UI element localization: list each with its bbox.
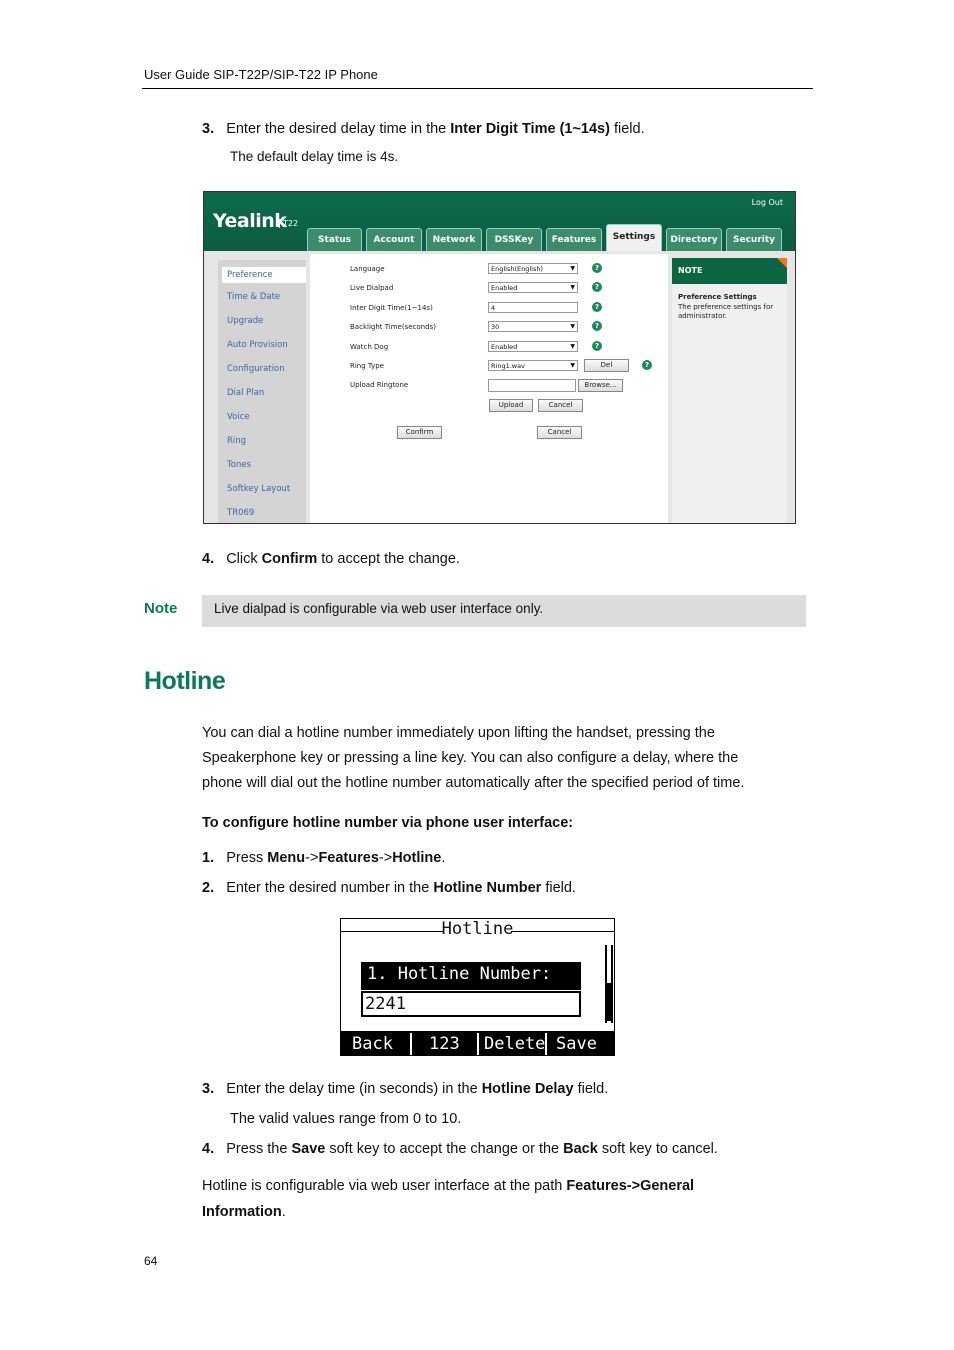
- note-panel-text: The preference settings for administrator.: [678, 303, 774, 320]
- lcd-hotline-number-field[interactable]: 2241: [361, 991, 581, 1017]
- help-icon[interactable]: ?: [592, 282, 602, 292]
- cancel-button[interactable]: Cancel: [537, 426, 582, 439]
- softkey-delete[interactable]: Delete: [484, 1034, 546, 1054]
- step-4-confirm: 4. Click Confirm to accept the change.: [202, 551, 460, 567]
- softkey-save[interactable]: Save: [556, 1034, 597, 1054]
- sidebar-item-voice[interactable]: Voice: [227, 412, 250, 422]
- chevron-down-icon: ▼: [570, 265, 575, 272]
- backlight-select[interactable]: 30 ▼: [488, 321, 578, 332]
- tab-status[interactable]: Status: [307, 228, 362, 251]
- language-label: Language: [350, 265, 385, 273]
- step-2-number: 2. Enter the desired number in the Hotline Number field.: [202, 880, 576, 896]
- note-panel-head: NOTE: [672, 258, 787, 284]
- lcd-title: Hotline: [441, 919, 514, 939]
- help-icon[interactable]: ?: [592, 302, 602, 312]
- tab-account[interactable]: Account: [366, 228, 422, 251]
- tab-security[interactable]: Security: [726, 228, 782, 251]
- sidebar-item-upgrade[interactable]: Upgrade: [227, 316, 264, 326]
- phone-lcd-screenshot: [340, 918, 615, 1056]
- sidebar-item-softkey-layout[interactable]: Softkey Layout: [227, 484, 291, 494]
- tab-settings[interactable]: Settings: [606, 224, 662, 251]
- lcd-scroll-thumb: [607, 983, 611, 1021]
- page-number: 64: [144, 1254, 158, 1268]
- softkey-separator: [410, 1033, 412, 1055]
- web-ui-screenshot: [203, 191, 796, 524]
- sidebar-item-tr069[interactable]: TR069: [227, 508, 255, 518]
- ring-type-select[interactable]: Ring1.wav ▼: [488, 360, 578, 371]
- tab-directory[interactable]: Directory: [666, 228, 722, 251]
- sidebar-item-time-date[interactable]: Time & Date: [227, 292, 281, 302]
- model-label: T22: [279, 219, 298, 228]
- intro-line-3: phone will dial out the hotline number automatically after the specified period of time.: [202, 775, 745, 791]
- note-box: Live dialpad is configurable via web user interface only.: [202, 595, 806, 627]
- header-rule: [142, 88, 813, 89]
- step-1-menu: 1. Press Menu->Features->Hotline.: [202, 850, 446, 866]
- inter-digit-label: Inter Digit Time(1~14s): [350, 304, 433, 312]
- corner-flag-icon: [777, 258, 787, 268]
- help-icon[interactable]: ?: [642, 360, 652, 370]
- sidebar-item-configuration[interactable]: Configuration: [227, 364, 285, 374]
- step-3-hotline-delay: 3. Enter the delay time (in seconds) in the Hotline Delay field.: [202, 1081, 609, 1097]
- sidebar-item-auto-provision[interactable]: Auto Provision: [227, 340, 288, 350]
- note-panel-title: Preference Settings: [678, 293, 757, 301]
- watch-dog-select[interactable]: Enabled ▼: [488, 341, 578, 352]
- note-panel: [672, 258, 787, 524]
- softkey-separator: [545, 1033, 547, 1055]
- logout-link[interactable]: Log Out: [751, 198, 783, 207]
- running-header: User Guide SIP-T22P/SIP-T22 IP Phone: [144, 67, 378, 82]
- procedure-title: To configure hotline number via phone user interface:: [202, 815, 574, 831]
- chevron-down-icon: ▼: [570, 323, 575, 330]
- web-path-line-1: Hotline is configurable via web user interface at the path Features->General: [202, 1178, 695, 1194]
- help-icon[interactable]: ?: [592, 321, 602, 331]
- tab-dsskey[interactable]: DSSKey: [486, 228, 542, 251]
- chevron-down-icon: ▼: [570, 284, 575, 291]
- chevron-down-icon: ▼: [570, 343, 575, 350]
- intro-line-1: You can dial a hotline number immediately upon lifting the handset, pressing the: [202, 725, 715, 741]
- web-path-line-2: Information.: [202, 1204, 286, 1220]
- intro-line-2: Speakerphone key or pressing a line key. You can also configure a delay, where the: [202, 750, 739, 766]
- del-button[interactable]: Del: [584, 359, 629, 372]
- inter-digit-input[interactable]: 4: [488, 302, 578, 313]
- step-4-save: 4. Press the Save soft key to accept the change or the Back soft key to cancel.: [202, 1141, 718, 1157]
- language-select[interactable]: English(English) ▼: [488, 263, 578, 274]
- section-title: Hotline: [144, 667, 226, 695]
- backlight-label: Backlight Time(seconds): [350, 323, 436, 331]
- preference-form: [310, 254, 668, 524]
- note-label: Note: [144, 600, 178, 617]
- confirm-button[interactable]: Confirm: [397, 426, 442, 439]
- help-icon[interactable]: ?: [592, 341, 602, 351]
- cancel-upload-button[interactable]: Cancel: [538, 399, 583, 412]
- softkey-separator: [477, 1033, 479, 1055]
- default-delay-note: The default delay time is 4s.: [230, 149, 399, 164]
- watch-dog-label: Watch Dog: [350, 343, 389, 351]
- sidebar-item-ring[interactable]: Ring: [227, 436, 247, 446]
- upload-button[interactable]: Upload: [489, 399, 533, 412]
- sidebar-item-dial-plan[interactable]: Dial Plan: [227, 388, 265, 398]
- valid-range-note: The valid values range from 0 to 10.: [230, 1111, 462, 1127]
- step-3-inter-digit: 3. Enter the desired delay time in the Inter Digit Time (1~14s) field.: [202, 121, 645, 137]
- softkey-back[interactable]: Back: [352, 1034, 393, 1054]
- ring-type-label: Ring Type: [350, 362, 384, 370]
- live-dialpad-label: Live Dialpad: [350, 284, 394, 292]
- chevron-down-icon: ▼: [570, 362, 575, 369]
- lcd-highlighted-item[interactable]: 1. Hotline Number:: [361, 962, 581, 990]
- ringtone-file-input[interactable]: [488, 379, 576, 392]
- browse-button[interactable]: Browse...: [578, 379, 623, 392]
- live-dialpad-select[interactable]: Enabled ▼: [488, 282, 578, 293]
- yealink-logo: Yealink: [213, 210, 287, 232]
- tab-network[interactable]: Network: [426, 228, 482, 251]
- settings-sidebar: [218, 260, 306, 524]
- sidebar-item-tones[interactable]: Tones: [227, 460, 251, 470]
- sidebar-item-preference[interactable]: Preference: [222, 267, 306, 283]
- upload-ringtone-label: Upload Ringtone: [350, 381, 409, 389]
- softkey-123[interactable]: 123: [429, 1034, 460, 1054]
- tab-features[interactable]: Features: [546, 228, 602, 251]
- help-icon[interactable]: ?: [592, 263, 602, 273]
